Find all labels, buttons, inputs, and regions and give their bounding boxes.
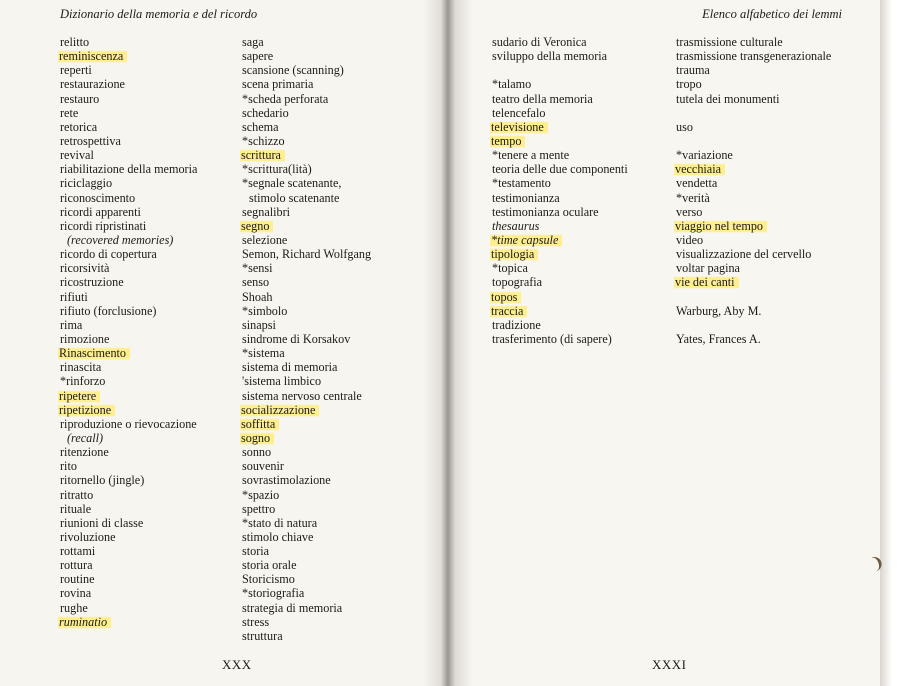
index-entry [676,77,831,91]
entry-text: ritenzione [60,445,109,460]
entry-text: reperti [60,63,92,78]
left-running-header: Dizionario della memoria e del ricordo [60,7,258,21]
index-entry [242,247,371,261]
index-entry [242,49,371,63]
entry-text: *rinforzo [60,374,106,389]
entry-text: segnalibri [242,204,291,219]
index-entry [60,572,197,586]
index-entry [492,77,628,91]
left-column-1 [60,35,197,629]
entry-text: soffitta [240,417,279,431]
entry-text: *stato di natura [242,515,318,530]
index-entry [242,488,371,502]
index-entry [242,176,371,190]
index-entry [242,360,371,374]
index-entry [60,346,197,360]
entry-text: riabilitazione della memoria [60,162,198,177]
index-entry [60,92,197,106]
index-entry [492,120,628,134]
entry-text: *scrittura(lità) [242,162,312,177]
index-entry [242,346,371,360]
entry-text: testimonianza oculare [492,204,599,219]
entry-text: segno [240,219,273,233]
index-entry [242,304,371,318]
entry-text: rito [60,459,77,474]
index-entry [492,290,628,304]
left-column-2 [242,35,371,643]
index-entry [492,35,628,49]
entry-text: *talamo [492,77,532,92]
entry-text: restaurazione [60,77,125,92]
index-entry [242,261,371,275]
index-entry [676,63,831,77]
index-entry [60,148,197,162]
index-entry [60,459,197,473]
entry-text: senso [242,275,270,290]
index-entry [60,403,197,417]
index-entry [242,445,371,459]
entry-text: rinascita [60,360,102,375]
entry-text: storia orale [242,558,297,573]
index-entry [492,318,628,332]
index-entry [676,148,831,162]
index-entry [242,615,371,629]
entry-text: sogno [240,431,274,445]
entry-text: storia [242,544,270,559]
index-entry [60,318,197,332]
entry-text: sviluppo della memoria [492,49,608,64]
entry-text: Semon, Richard Wolfgang [242,247,372,262]
index-entry [492,261,628,275]
index-entry [242,332,371,346]
index-entry [60,445,197,459]
index-entry [242,389,371,403]
entry-text: topos [490,290,521,304]
entry-text: 'sistema limbico [242,374,322,389]
entry-text: tipologia [490,247,538,261]
index-entry [242,530,371,544]
entry-text: *simbolo [242,303,288,318]
index-entry [676,247,831,261]
entry-text: trasmissione transgenerazionale [676,49,832,64]
entry-text: Warburg, Aby M. [676,303,762,318]
entry-text: tutela dei monumenti [676,91,780,106]
index-entry [242,459,371,473]
index-entry [676,205,831,219]
index-entry [492,148,628,162]
entry-text: televisione [490,120,548,134]
entry-text: *variazione [676,148,733,163]
index-entry [492,304,628,318]
index-entry [492,205,628,219]
entry-text: sistema nervoso centrale [242,388,362,403]
entry-text: visualizzazione del cervello [676,247,812,262]
index-entry [60,49,197,63]
entry-text: rimozione [60,331,110,346]
entry-text: schema [242,119,279,134]
index-entry [60,290,197,304]
index-entry [492,247,628,261]
entry-text: voltar pagina [676,261,740,276]
entry-text: teoria delle due componenti [492,162,628,177]
entry-text: rete [60,105,79,120]
entry-text: revival [60,148,94,163]
entry-text: vendetta [676,176,718,191]
entry-text: rituale [60,501,92,516]
entry-text: ricorsività [60,261,110,276]
index-entry [242,417,371,431]
index-entry [242,318,371,332]
entry-text: rottami [60,544,96,559]
entry-text: trasferimento (di sapere) [492,331,612,346]
index-entry [60,516,197,530]
index-entry [60,219,197,233]
index-entry [242,601,371,615]
entry-text: *verità [676,190,710,205]
index-entry [242,233,371,247]
entry-text: rivoluzione [60,529,116,544]
entry-spacer [676,134,831,148]
index-entry [676,92,831,106]
entry-text: *tenere a mente [492,148,570,163]
index-entry [676,35,831,49]
index-entry [242,219,371,233]
index-entry [242,403,371,417]
entry-text: stimolo chiave [242,529,314,544]
index-entry [60,261,197,275]
index-entry [242,374,371,388]
index-entry [60,558,197,572]
entry-text: *topica [492,261,528,276]
entry-text: rifiuto (forclusione) [60,303,157,318]
index-entry [676,275,831,289]
index-entry [242,629,371,643]
entry-text: ricordi apparenti [60,204,141,219]
entry-text: *spazio [242,487,280,502]
index-entry [60,233,197,247]
entry-text: topografia [492,275,543,290]
index-entry [492,191,628,205]
index-entry [242,106,371,120]
index-entry [60,205,197,219]
index-entry [60,601,197,615]
entry-spacer [676,290,831,304]
page-edge [880,0,900,686]
index-entry [676,261,831,275]
index-entry [242,191,371,205]
index-entry [60,431,197,445]
index-entry [60,530,197,544]
index-entry [242,63,371,77]
entry-text: ricostruzione [60,275,124,290]
entry-text: ripetere [58,389,100,403]
entry-text: tradizione [492,317,541,332]
entry-text: vecchiaia [674,162,725,176]
entry-text: rima [60,317,83,332]
index-entry [242,162,371,176]
entry-text: verso [676,204,703,219]
index-entry [676,176,831,190]
entry-text: *testamento [492,176,551,191]
index-entry [242,205,371,219]
index-entry [492,233,628,247]
index-entry [676,162,831,176]
entry-spacer [676,106,831,120]
index-entry [242,502,371,516]
entry-text: sudario di Veronica [492,35,587,49]
entry-text: ruminatio [58,615,111,629]
index-entry [60,389,197,403]
entry-text: sovrastimolazione [242,473,331,488]
entry-text: Storicismo [242,572,295,587]
index-entry [60,106,197,120]
index-entry [60,120,197,134]
entry-text: viaggio nel tempo [674,219,767,233]
entry-text: thesaurus [492,218,540,233]
entry-text: uso [676,119,693,134]
index-entry [676,219,831,233]
index-entry [60,488,197,502]
entry-text: traccia [490,304,527,318]
entry-text: (recall) [67,430,104,445]
entry-text: rifiuti [60,289,88,304]
entry-text: sistema di memoria [242,360,338,375]
index-entry [60,35,197,49]
index-entry [60,502,197,516]
index-entry [60,586,197,600]
index-entry [242,558,371,572]
index-entry [492,92,628,106]
index-entry [492,162,628,176]
entry-text: sinapsi [242,317,276,332]
index-entry [60,176,197,190]
entry-text: *segnale scatenante, [242,176,342,191]
entry-text: tempo [490,134,525,148]
entry-spacer [676,318,831,332]
entry-text: ricordo di copertura [60,247,157,262]
index-entry [492,332,628,346]
index-entry [492,49,628,63]
entry-text: riproduzione o rievocazione [60,416,197,431]
entry-text: saga [242,35,264,49]
entry-text: teatro della memoria [492,91,593,106]
index-entry [60,162,197,176]
entry-text: testimonianza [492,190,560,205]
entry-text: scansione (scanning) [242,63,344,78]
entry-text: ritornello (jingle) [60,473,145,488]
entry-text: reminiscenza [58,49,127,63]
index-entry [60,544,197,558]
entry-text: video [676,232,704,247]
right-column-1 [492,35,628,346]
entry-text: rottura [60,558,93,573]
entry-text: riconoscimento [60,190,136,205]
index-entry [242,77,371,91]
entry-text: struttura [242,628,283,643]
index-entry [60,360,197,374]
entry-text: Shoah [242,289,273,304]
entry-text: selezione [242,232,288,247]
right-page-number: XXXI [652,657,687,672]
index-entry [242,586,371,600]
entry-text: relitto [60,35,90,49]
index-entry [60,275,197,289]
index-entry [676,304,831,318]
index-entry [242,35,371,49]
index-entry [492,106,628,120]
entry-text: Yates, Frances A. [676,331,761,346]
entry-text: vie dei canti [674,275,739,289]
index-entry [676,49,831,63]
entry-text: rovina [60,586,92,601]
entry-text: ripetizione [58,403,115,417]
entry-text: *sensi [242,261,273,276]
index-entry [492,176,628,190]
index-entry [492,275,628,289]
entry-text: stimolo scatenante [249,190,340,205]
entry-text: sonno [242,445,272,460]
index-entry [242,275,371,289]
index-entry [60,77,197,91]
index-entry [242,134,371,148]
entry-text: ritratto [60,487,94,502]
index-entry [60,247,197,261]
index-entry [676,120,831,134]
index-entry [676,332,831,346]
entry-text: *scheda perforata [242,91,329,106]
entry-text: telencefalo [492,105,546,120]
pencil-mark-icon: ❩ [868,553,888,574]
index-entry [60,191,197,205]
entry-text: riciclaggio [60,176,113,191]
entry-text: spettro [242,501,276,516]
entry-text: sapere [242,49,274,64]
right-column-2 [676,35,831,346]
index-entry [242,290,371,304]
index-entry [60,417,197,431]
left-page-number: XXX [222,657,252,672]
entry-text: souvenir [242,459,284,474]
index-entry [242,544,371,558]
entry-text: riunioni di classe [60,515,144,530]
index-entry [242,572,371,586]
index-entry [242,120,371,134]
entry-text: routine [60,572,95,587]
entry-text: schedario [242,105,289,120]
index-entry [242,516,371,530]
entry-text: scena primaria [242,77,314,92]
entry-text: trauma [676,63,710,78]
index-entry [492,134,628,148]
index-entry [242,148,371,162]
index-entry [242,92,371,106]
index-entry [242,473,371,487]
index-entry [60,615,197,629]
entry-text: scrittura [240,148,285,162]
index-entry [492,219,628,233]
entry-text: tropo [676,77,702,92]
index-entry [60,332,197,346]
entry-text: socializzazione [240,403,319,417]
index-entry [676,191,831,205]
index-entry [60,374,197,388]
book-gutter [424,0,472,686]
entry-text: strategia di memoria [242,600,343,615]
index-entry [60,63,197,77]
entry-text: sindrome di Korsakov [242,331,351,346]
entry-text: (recovered memories) [67,232,174,247]
entry-text: Rinascimento [58,346,130,360]
entry-spacer [492,63,628,77]
index-entry [676,233,831,247]
entry-text: *time capsule [490,233,562,247]
entry-text: *storiografia [242,586,305,601]
index-entry [60,473,197,487]
entry-text: *sistema [242,346,285,361]
entry-text: *schizzo [242,133,285,148]
entry-text: retorica [60,119,98,134]
entry-text: retrospettiva [60,133,121,148]
entry-text: stress [242,614,270,629]
index-entry [60,134,197,148]
entry-text: trasmissione culturale [676,35,783,49]
entry-text: ricordi ripristinati [60,218,147,233]
index-entry [60,304,197,318]
entry-text: rughe [60,600,88,615]
right-running-header: Elenco alfabetico dei lemmi [702,7,842,21]
index-entry [242,431,371,445]
entry-text: restauro [60,91,100,106]
